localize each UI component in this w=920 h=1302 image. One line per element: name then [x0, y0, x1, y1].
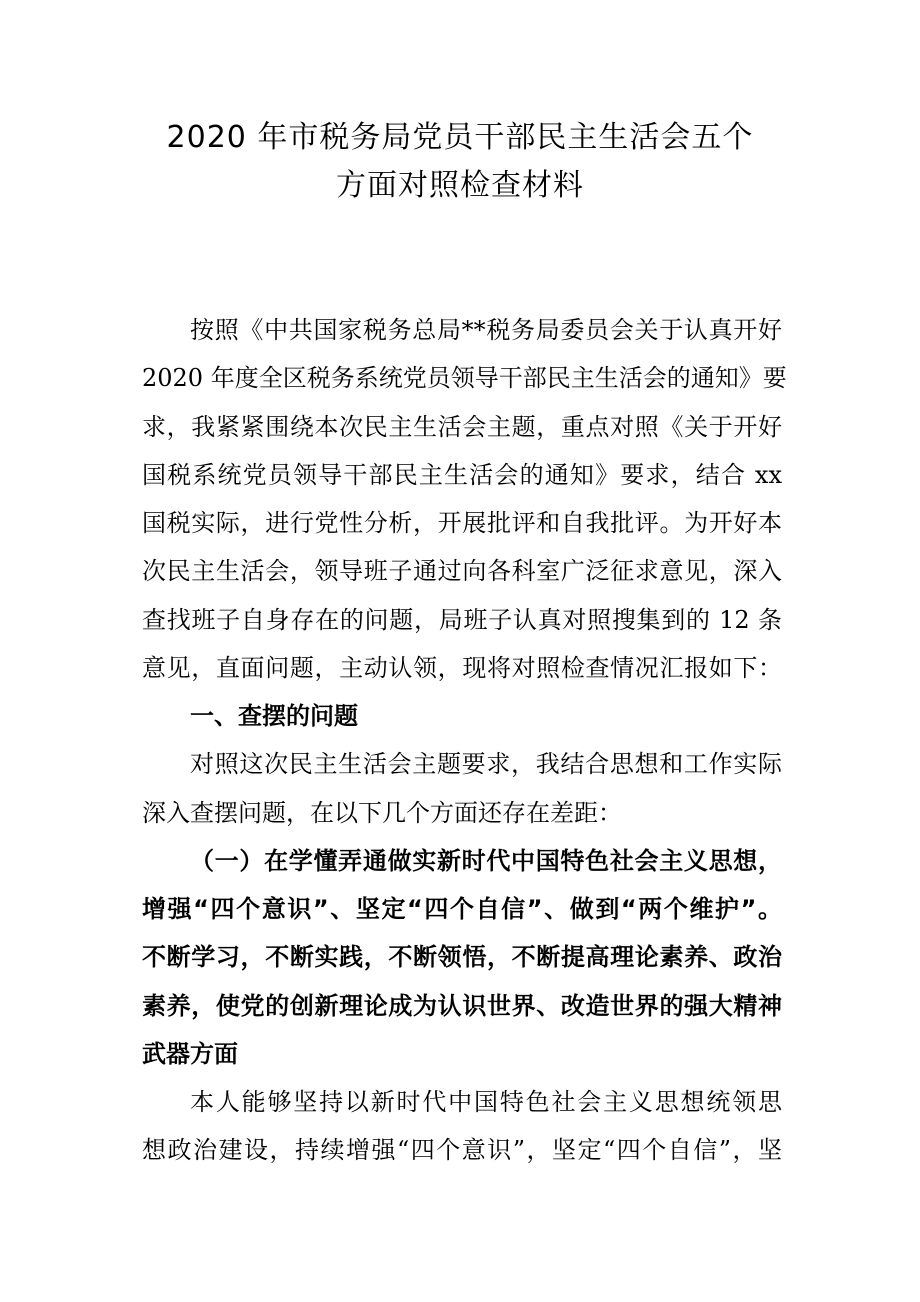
subsection-heading-line: 增强“四个意识”、坚定“四个自信”、做到“两个维护”。 — [142, 895, 782, 923]
subsection-heading-line: 不断学习，不断实践，不断领悟，不断提高理论素养、政治 — [142, 943, 782, 971]
intro-line: 求，我紧紧围绕本次民主生活会主题，重点对照《关于开好 — [142, 413, 782, 441]
intro-line: 2020 年度全区税务系统党员领导干部民主生活会的通知》要 — [142, 364, 787, 392]
subsection-heading-line: （一）在学懂弄通做实新时代中国特色社会主义思想， — [190, 847, 782, 875]
intro-line: 次民主生活会，领导班子通过向各科室广泛征求意见，深入 — [142, 557, 782, 585]
body-line: 想政治建设，持续增强“四个意识”，坚定“四个自信”，坚 — [142, 1136, 782, 1164]
intro-line: 意见，直面问题，主动认领，现将对照检查情况汇报如下： — [142, 654, 782, 682]
section-line: 深入查摆问题，在以下几个方面还存在差距： — [142, 799, 622, 827]
intro-line: 国税系统党员领导干部民主生活会的通知》要求，结合 xx — [142, 461, 782, 489]
intro-line: 国税实际，进行党性分析，开展批评和自我批评。为开好本 — [142, 509, 782, 537]
section-heading: 一、查摆的问题 — [190, 702, 358, 730]
section-line: 对照这次民主生活会主题要求，我结合思想和工作实际 — [190, 750, 782, 778]
document-title-line-1: 2020 年市税务局党员干部民主生活会五个 — [166, 120, 754, 155]
intro-line: 查找班子自身存在的问题，局班子认真对照搜集到的 12 条 — [142, 606, 782, 634]
subsection-heading-line: 武器方面 — [142, 1040, 238, 1068]
document-title-line-2: 方面对照检查材料 — [336, 168, 584, 203]
subsection-heading-line: 素养，使党的创新理论成为认识世界、改造世界的强大精神 — [142, 992, 782, 1020]
intro-line: 按照《中共国家税务总局**税务局委员会关于认真开好 — [190, 316, 782, 344]
body-line: 本人能够坚持以新时代中国特色社会主义思想统领思 — [190, 1088, 782, 1116]
